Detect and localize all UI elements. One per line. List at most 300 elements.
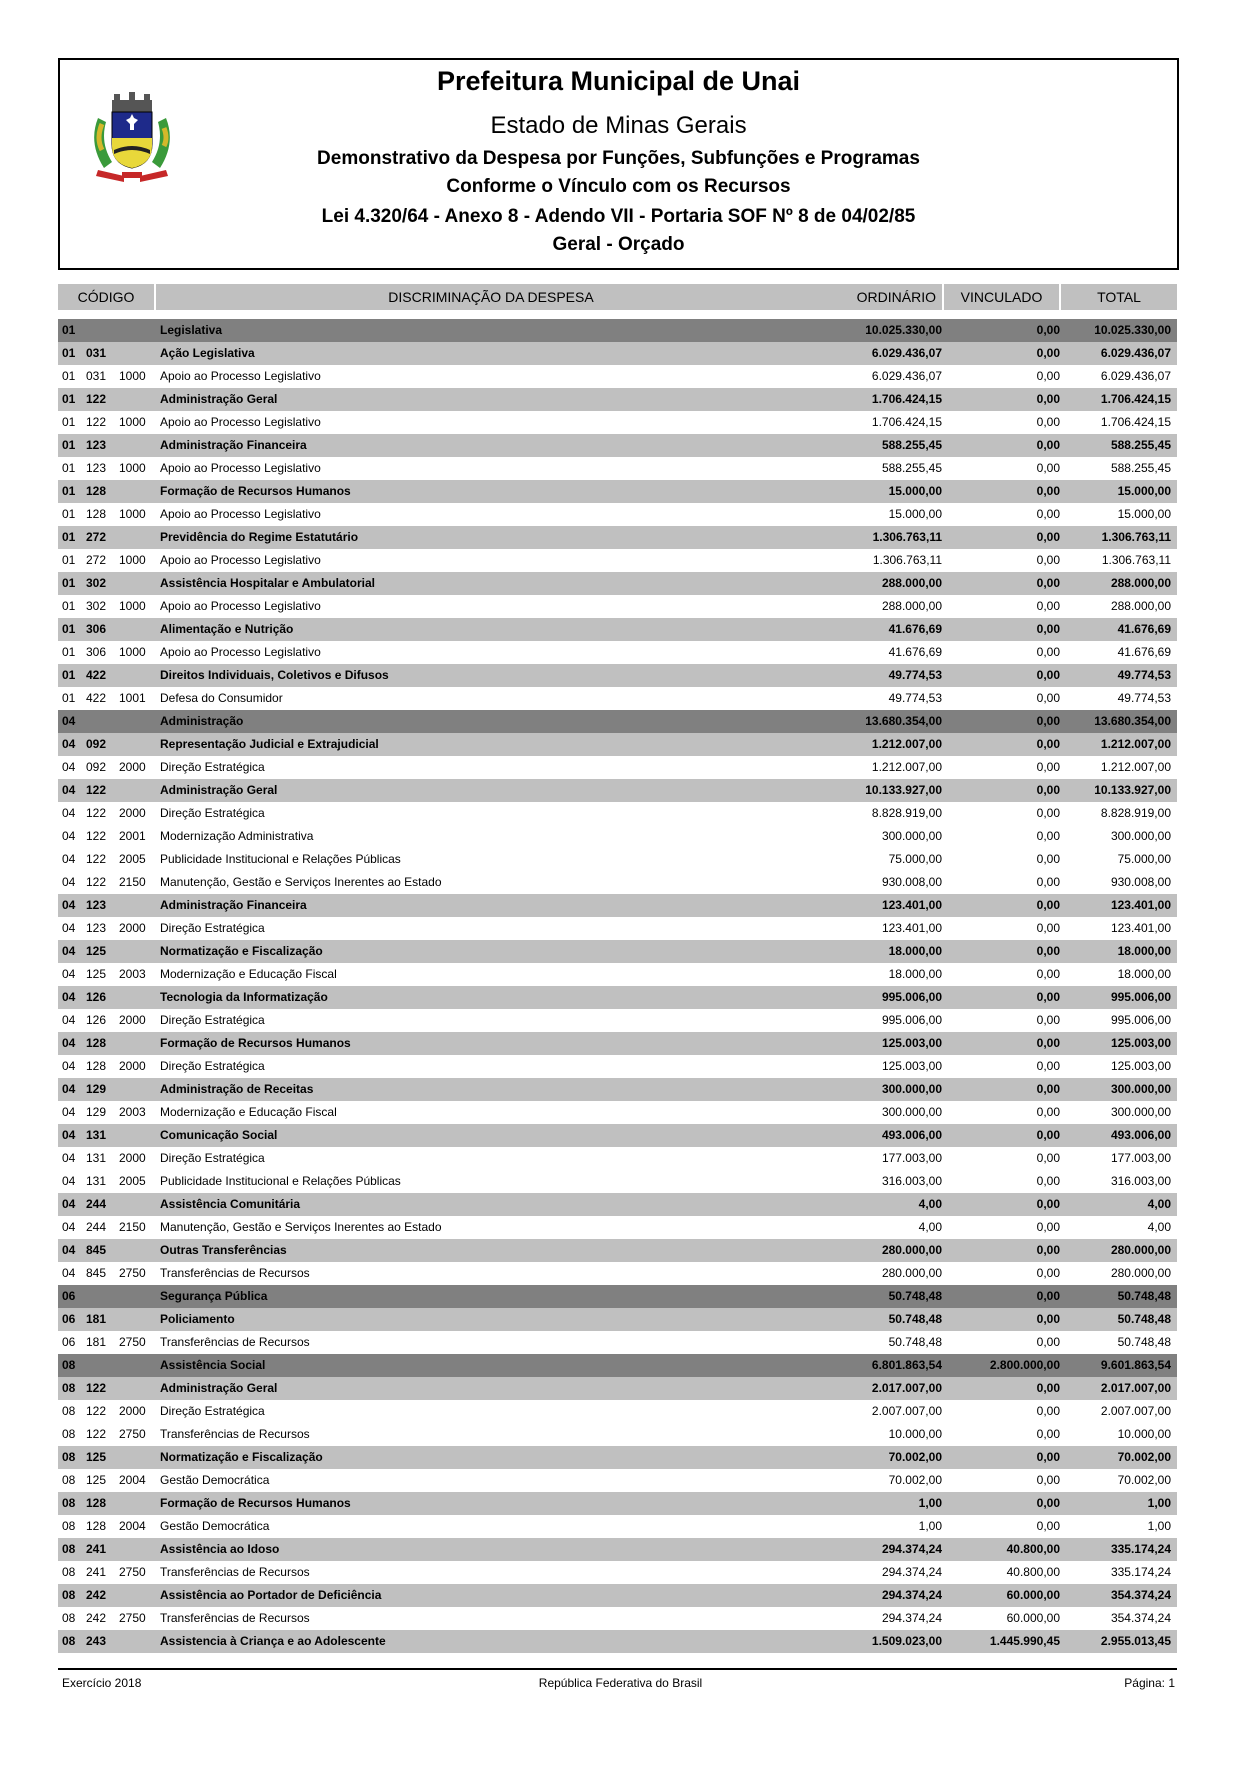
linked-value: 0,00 xyxy=(1036,1013,1060,1027)
program-row xyxy=(58,871,1177,894)
code-function: 04 xyxy=(62,1197,76,1211)
ordinary-value: 50.748,48 xyxy=(888,1335,942,1349)
code-program: 2000 xyxy=(119,1059,146,1073)
ordinary-value: 6.029.436,07 xyxy=(871,369,942,383)
ordinary-value: 1.706.424,15 xyxy=(871,392,942,406)
total-value: 588.255,45 xyxy=(1110,461,1171,475)
linked-value: 0,00 xyxy=(1036,898,1060,912)
description: Modernização Administrativa xyxy=(160,829,314,843)
program-row xyxy=(58,1423,1177,1446)
code-function: 08 xyxy=(62,1565,76,1579)
code-function: 04 xyxy=(62,806,76,820)
total-value: 10.000,00 xyxy=(1117,1427,1171,1441)
program-row xyxy=(58,1147,1177,1170)
code-subfunction: 272 xyxy=(86,553,107,567)
ordinary-value: 177.003,00 xyxy=(881,1151,942,1165)
description: Direção Estratégica xyxy=(160,806,265,820)
code-function: 01 xyxy=(62,461,76,475)
total-value: 930.008,00 xyxy=(1110,875,1171,889)
report-header xyxy=(58,58,1179,270)
total-value: 1.306.763,11 xyxy=(1101,530,1171,544)
code-function: 04 xyxy=(62,1220,76,1234)
total-value: 50.748,48 xyxy=(1117,1289,1171,1303)
description: Administração Geral xyxy=(160,1381,278,1395)
ordinary-value: 70.002,00 xyxy=(888,1450,942,1464)
total-value: 70.002,00 xyxy=(1117,1473,1171,1487)
total-value: 125.003,00 xyxy=(1110,1036,1171,1050)
program-row xyxy=(58,365,1177,388)
function-row xyxy=(58,319,1177,342)
ordinary-value: 294.374,24 xyxy=(881,1611,942,1625)
description: Outras Transferências xyxy=(160,1243,287,1257)
report-state: Estado de Minas Gerais xyxy=(490,112,747,139)
description: Previdência do Regime Estatutário xyxy=(160,530,359,544)
description: Policiamento xyxy=(160,1312,235,1326)
ordinary-value: 1.306.763,11 xyxy=(872,553,942,567)
subfunction-row xyxy=(58,1446,1177,1469)
program-row xyxy=(58,687,1177,710)
total-value: 1,00 xyxy=(1147,1496,1171,1510)
linked-value: 0,00 xyxy=(1036,507,1060,521)
code-subfunction: 123 xyxy=(86,921,107,935)
ordinary-value: 288.000,00 xyxy=(881,576,942,590)
program-row xyxy=(58,1515,1177,1538)
ordinary-value: 125.003,00 xyxy=(881,1036,942,1050)
description: Administração Financeira xyxy=(160,438,307,452)
linked-value: 0,00 xyxy=(1036,1082,1060,1096)
ordinary-value: 18.000,00 xyxy=(888,944,942,958)
description: Apoio ao Processo Legislativo xyxy=(160,415,321,429)
description: Modernização e Educação Fiscal xyxy=(160,967,337,981)
linked-value: 40.800,00 xyxy=(1006,1565,1060,1579)
code-function: 04 xyxy=(62,990,76,1004)
linked-value: 0,00 xyxy=(1036,530,1060,544)
linked-value: 0,00 xyxy=(1036,990,1060,1004)
footer-country: República Federativa do Brasil xyxy=(538,1676,703,1690)
code-function: 08 xyxy=(62,1611,76,1625)
subfunction-row xyxy=(58,1032,1177,1055)
code-subfunction: 122 xyxy=(86,1404,107,1418)
code-program: 2004 xyxy=(119,1473,146,1487)
subfunction-row xyxy=(58,1308,1177,1331)
code-subfunction: 122 xyxy=(86,1427,107,1441)
description: Normatização e Fiscalização xyxy=(160,944,323,958)
total-value: 70.002,00 xyxy=(1117,1450,1171,1464)
code-subfunction: 122 xyxy=(86,806,107,820)
code-subfunction: 128 xyxy=(86,1059,107,1073)
code-program: 2150 xyxy=(119,875,146,889)
total-value: 2.007.007,00 xyxy=(1100,1404,1171,1418)
total-value: 335.174,24 xyxy=(1110,1542,1171,1556)
footer-divider xyxy=(58,1668,1177,1670)
code-subfunction: 845 xyxy=(86,1243,107,1257)
linked-value: 0,00 xyxy=(1036,1519,1060,1533)
subfunction-row xyxy=(58,1584,1177,1607)
total-value: 1.306.763,11 xyxy=(1101,553,1171,567)
subfunction-row xyxy=(58,434,1177,457)
description: Assistência Comunitária xyxy=(160,1197,301,1211)
ordinary-value: 2.017.007,00 xyxy=(871,1381,942,1395)
total-value: 9.601.863,54 xyxy=(1100,1358,1171,1372)
total-value: 2.955.013,45 xyxy=(1100,1634,1171,1648)
report-scope: Geral - Orçado xyxy=(552,234,685,255)
program-row xyxy=(58,756,1177,779)
linked-value: 0,00 xyxy=(1036,415,1060,429)
ordinary-value: 70.002,00 xyxy=(888,1473,942,1487)
total-value: 18.000,00 xyxy=(1117,967,1171,981)
description: Gestão Democrática xyxy=(160,1473,270,1487)
code-function: 04 xyxy=(62,852,76,866)
program-row xyxy=(58,1561,1177,1584)
total-value: 280.000,00 xyxy=(1110,1243,1171,1257)
column-header-description-group xyxy=(156,284,942,310)
ordinary-value: 300.000,00 xyxy=(881,829,942,843)
total-value: 1.212.007,00 xyxy=(1100,760,1171,774)
code-function: 01 xyxy=(62,668,76,682)
ordinary-value: 930.008,00 xyxy=(881,875,942,889)
total-value: 49.774,53 xyxy=(1117,668,1171,682)
code-subfunction: 126 xyxy=(86,990,107,1004)
linked-value: 1.445.990,45 xyxy=(989,1634,1060,1648)
linked-value: 0,00 xyxy=(1036,622,1060,636)
linked-value: 0,00 xyxy=(1036,1496,1060,1510)
function-row xyxy=(58,710,1177,733)
code-subfunction: 128 xyxy=(86,1036,107,1050)
total-value: 6.029.436,07 xyxy=(1100,369,1171,383)
total-value: 10.133.927,00 xyxy=(1094,783,1171,797)
code-subfunction: 129 xyxy=(86,1105,107,1119)
ordinary-value: 123.401,00 xyxy=(881,921,942,935)
code-function: 06 xyxy=(62,1312,76,1326)
description: Direção Estratégica xyxy=(160,1151,265,1165)
total-value: 335.174,24 xyxy=(1110,1565,1171,1579)
code-function: 04 xyxy=(62,944,76,958)
code-function: 01 xyxy=(62,553,76,567)
code-subfunction: 242 xyxy=(86,1611,107,1625)
code-subfunction: 131 xyxy=(86,1174,107,1188)
program-row xyxy=(58,457,1177,480)
code-subfunction: 125 xyxy=(86,967,107,981)
total-value: 6.029.436,07 xyxy=(1100,346,1171,360)
code-subfunction: 123 xyxy=(86,898,107,912)
code-subfunction: 128 xyxy=(86,484,107,498)
code-function: 04 xyxy=(62,1082,76,1096)
description: Representação Judicial e Extrajudicial xyxy=(160,737,379,751)
total-value: 8.828.919,00 xyxy=(1100,806,1171,820)
total-value: 41.676,69 xyxy=(1117,622,1171,636)
report-title: Prefeitura Municipal de Unai xyxy=(436,66,801,96)
code-subfunction: 306 xyxy=(86,645,107,659)
program-row xyxy=(58,549,1177,572)
description: Apoio ao Processo Legislativo xyxy=(160,645,321,659)
code-program: 1000 xyxy=(119,599,146,613)
linked-value: 0,00 xyxy=(1036,714,1060,728)
code-subfunction: 422 xyxy=(86,668,107,682)
subfunction-row xyxy=(58,572,1177,595)
code-function: 08 xyxy=(62,1358,76,1372)
code-subfunction: 031 xyxy=(86,369,107,383)
subfunction-row xyxy=(58,779,1177,802)
program-row xyxy=(58,1262,1177,1285)
description: Assistencia à Criança e ao Adolescente xyxy=(160,1634,386,1648)
ordinary-value: 123.401,00 xyxy=(881,898,942,912)
code-function: 01 xyxy=(62,392,76,406)
linked-value: 0,00 xyxy=(1036,967,1060,981)
subfunction-row xyxy=(58,1538,1177,1561)
description: Formação de Recursos Humanos xyxy=(160,484,351,498)
code-program: 2750 xyxy=(119,1335,146,1349)
ordinary-value: 10.133.927,00 xyxy=(865,783,942,797)
code-program: 2750 xyxy=(119,1266,146,1280)
total-value: 15.000,00 xyxy=(1117,484,1171,498)
code-subfunction: 242 xyxy=(86,1588,107,1602)
ordinary-value: 4,00 xyxy=(918,1197,942,1211)
footer-fiscal-year: Exercício 2018 xyxy=(62,1676,142,1690)
code-function: 04 xyxy=(62,737,76,751)
code-function: 08 xyxy=(62,1381,76,1395)
description: Ação Legislativa xyxy=(160,346,255,360)
ordinary-value: 294.374,24 xyxy=(881,1542,942,1556)
total-value: 1.706.424,15 xyxy=(1100,415,1171,429)
total-value: 50.748,48 xyxy=(1117,1312,1171,1326)
code-subfunction: 125 xyxy=(86,1450,107,1464)
description: Transferências de Recursos xyxy=(160,1565,310,1579)
column-header-description: DISCRIMINAÇÃO DA DESPESA xyxy=(388,289,594,305)
code-program: 2000 xyxy=(119,1404,146,1418)
ordinary-value: 1,00 xyxy=(918,1519,942,1533)
code-function: 01 xyxy=(62,438,76,452)
code-subfunction: 092 xyxy=(86,760,107,774)
code-subfunction: 126 xyxy=(86,1013,107,1027)
program-row xyxy=(58,1101,1177,1124)
linked-value: 0,00 xyxy=(1036,1335,1060,1349)
description: Apoio ao Processo Legislativo xyxy=(160,369,321,383)
code-subfunction: 128 xyxy=(86,507,107,521)
ordinary-value: 13.680.354,00 xyxy=(865,714,942,728)
report-subtitle-2: Conforme o Vínculo com os Recursos xyxy=(446,176,791,197)
code-subfunction: 122 xyxy=(86,783,107,797)
code-subfunction: 131 xyxy=(86,1151,107,1165)
code-subfunction: 125 xyxy=(86,944,107,958)
subfunction-row xyxy=(58,664,1177,687)
subfunction-row xyxy=(58,526,1177,549)
total-value: 10.025.330,00 xyxy=(1094,323,1171,337)
total-value: 300.000,00 xyxy=(1110,1082,1171,1096)
linked-value: 0,00 xyxy=(1036,1473,1060,1487)
code-function: 01 xyxy=(62,530,76,544)
ordinary-value: 125.003,00 xyxy=(881,1059,942,1073)
program-row xyxy=(58,1055,1177,1078)
ordinary-value: 300.000,00 xyxy=(881,1082,942,1096)
code-subfunction: 128 xyxy=(86,1496,107,1510)
description: Assistência ao Idoso xyxy=(160,1542,280,1556)
code-function: 04 xyxy=(62,1013,76,1027)
description: Formação de Recursos Humanos xyxy=(160,1036,351,1050)
linked-value: 0,00 xyxy=(1036,553,1060,567)
program-row xyxy=(58,503,1177,526)
total-value: 2.017.007,00 xyxy=(1100,1381,1171,1395)
description: Direção Estratégica xyxy=(160,1013,265,1027)
linked-value: 0,00 xyxy=(1036,1105,1060,1119)
description: Legislativa xyxy=(160,323,223,337)
ordinary-value: 294.374,24 xyxy=(881,1565,942,1579)
ordinary-value: 49.774,53 xyxy=(888,668,942,682)
description: Segurança Pública xyxy=(160,1289,268,1303)
ordinary-value: 18.000,00 xyxy=(888,967,942,981)
linked-value: 0,00 xyxy=(1036,1266,1060,1280)
code-function: 01 xyxy=(62,507,76,521)
total-value: 588.255,45 xyxy=(1110,438,1171,452)
total-value: 1.706.424,15 xyxy=(1100,392,1171,406)
linked-value: 60.000,00 xyxy=(1006,1611,1060,1625)
linked-value: 0,00 xyxy=(1036,1151,1060,1165)
code-subfunction: 129 xyxy=(86,1082,107,1096)
linked-value: 0,00 xyxy=(1036,691,1060,705)
total-value: 50.748,48 xyxy=(1117,1335,1171,1349)
linked-value: 0,00 xyxy=(1036,1381,1060,1395)
program-row xyxy=(58,1400,1177,1423)
code-function: 06 xyxy=(62,1289,76,1303)
subfunction-row xyxy=(58,342,1177,365)
linked-value: 0,00 xyxy=(1036,1404,1060,1418)
linked-value: 0,00 xyxy=(1036,369,1060,383)
code-subfunction: 123 xyxy=(86,438,107,452)
code-function: 08 xyxy=(62,1427,76,1441)
ordinary-value: 10.025.330,00 xyxy=(865,323,942,337)
code-function: 08 xyxy=(62,1450,76,1464)
linked-value: 60.000,00 xyxy=(1006,1588,1060,1602)
subfunction-row xyxy=(58,894,1177,917)
description: Apoio ao Processo Legislativo xyxy=(160,507,321,521)
code-function: 01 xyxy=(62,576,76,590)
linked-value: 0,00 xyxy=(1036,1036,1060,1050)
ordinary-value: 2.007.007,00 xyxy=(871,1404,942,1418)
program-row xyxy=(58,963,1177,986)
code-function: 04 xyxy=(62,1128,76,1142)
ordinary-value: 588.255,45 xyxy=(881,438,942,452)
code-function: 01 xyxy=(62,622,76,636)
subfunction-row xyxy=(58,618,1177,641)
description: Tecnologia da Informatização xyxy=(160,990,328,1004)
total-value: 13.680.354,00 xyxy=(1094,714,1171,728)
ordinary-value: 288.000,00 xyxy=(881,599,942,613)
description: Modernização e Educação Fiscal xyxy=(160,1105,337,1119)
subfunction-row xyxy=(58,1630,1177,1653)
code-function: 08 xyxy=(62,1473,76,1487)
code-function: 04 xyxy=(62,1243,76,1257)
ordinary-value: 6.801.863,54 xyxy=(871,1358,942,1372)
ordinary-value: 10.000,00 xyxy=(888,1427,942,1441)
code-function: 04 xyxy=(62,760,76,774)
code-subfunction: 122 xyxy=(86,392,107,406)
ordinary-value: 50.748,48 xyxy=(888,1289,942,1303)
description: Manutenção, Gestão e Serviços Inerentes ao Estado xyxy=(160,1220,442,1234)
column-header-linked: VINCULADO xyxy=(944,284,1059,310)
total-value: 49.774,53 xyxy=(1117,691,1171,705)
code-program: 2005 xyxy=(119,1174,146,1188)
linked-value: 0,00 xyxy=(1036,1174,1060,1188)
ordinary-value: 300.000,00 xyxy=(881,1105,942,1119)
column-header-code: CÓDIGO xyxy=(58,284,154,310)
linked-value: 0,00 xyxy=(1036,1128,1060,1142)
code-program: 1001 xyxy=(119,691,146,705)
code-program: 1000 xyxy=(119,461,146,475)
ordinary-value: 280.000,00 xyxy=(881,1266,942,1280)
ordinary-value: 41.676,69 xyxy=(888,645,942,659)
total-value: 354.374,24 xyxy=(1110,1588,1171,1602)
description: Administração de Receitas xyxy=(160,1082,314,1096)
linked-value: 0,00 xyxy=(1036,944,1060,958)
code-function: 08 xyxy=(62,1519,76,1533)
linked-value: 0,00 xyxy=(1036,806,1060,820)
column-header-ordinary: ORDINÁRIO xyxy=(856,289,936,305)
subfunction-row xyxy=(58,1492,1177,1515)
ordinary-value: 995.006,00 xyxy=(881,1013,942,1027)
description: Administração Geral xyxy=(160,783,278,797)
code-program: 2003 xyxy=(119,1105,146,1119)
total-value: 300.000,00 xyxy=(1110,1105,1171,1119)
code-function: 04 xyxy=(62,1266,76,1280)
ordinary-value: 15.000,00 xyxy=(888,484,942,498)
code-function: 04 xyxy=(62,714,76,728)
total-value: 123.401,00 xyxy=(1110,921,1171,935)
report-law-reference: Lei 4.320/64 - Anexo 8 - Adendo VII - Portaria SOF Nº 8 de 04/02/85 xyxy=(321,206,916,227)
ordinary-value: 4,00 xyxy=(918,1220,942,1234)
column-header-total: TOTAL xyxy=(1061,284,1177,310)
ordinary-value: 8.828.919,00 xyxy=(871,806,942,820)
total-value: 995.006,00 xyxy=(1110,990,1171,1004)
code-function: 08 xyxy=(62,1634,76,1648)
linked-value: 0,00 xyxy=(1036,323,1060,337)
total-value: 125.003,00 xyxy=(1110,1059,1171,1073)
code-program: 2000 xyxy=(119,760,146,774)
code-subfunction: 422 xyxy=(86,691,107,705)
description: Direção Estratégica xyxy=(160,1059,265,1073)
code-function: 08 xyxy=(62,1496,76,1510)
code-function: 04 xyxy=(62,1059,76,1073)
description: Direção Estratégica xyxy=(160,760,265,774)
code-function: 01 xyxy=(62,323,76,337)
total-value: 1.212.007,00 xyxy=(1100,737,1171,751)
subfunction-row xyxy=(58,733,1177,756)
linked-value: 0,00 xyxy=(1036,392,1060,406)
code-function: 04 xyxy=(62,1105,76,1119)
subfunction-row xyxy=(58,940,1177,963)
linked-value: 0,00 xyxy=(1036,438,1060,452)
description: Direção Estratégica xyxy=(160,921,265,935)
description: Direitos Individuais, Coletivos e Difusos xyxy=(160,668,389,682)
code-program: 1000 xyxy=(119,553,146,567)
description: Comunicação Social xyxy=(160,1128,278,1142)
program-row xyxy=(58,848,1177,871)
code-subfunction: 123 xyxy=(86,461,107,475)
description: Apoio ao Processo Legislativo xyxy=(160,599,321,613)
total-value: 41.676,69 xyxy=(1117,645,1171,659)
code-function: 06 xyxy=(62,1335,76,1349)
ordinary-value: 316.003,00 xyxy=(881,1174,942,1188)
linked-value: 0,00 xyxy=(1036,1220,1060,1234)
code-program: 2750 xyxy=(119,1565,146,1579)
linked-value: 0,00 xyxy=(1036,484,1060,498)
description: Assistência Social xyxy=(160,1358,266,1372)
code-subfunction: 243 xyxy=(86,1634,107,1648)
linked-value: 0,00 xyxy=(1036,1243,1060,1257)
description: Administração Financeira xyxy=(160,898,307,912)
total-value: 300.000,00 xyxy=(1110,829,1171,843)
ordinary-value: 6.029.436,07 xyxy=(871,346,942,360)
linked-value: 0,00 xyxy=(1036,576,1060,590)
description: Publicidade Institucional e Relações Públicas xyxy=(160,852,401,866)
